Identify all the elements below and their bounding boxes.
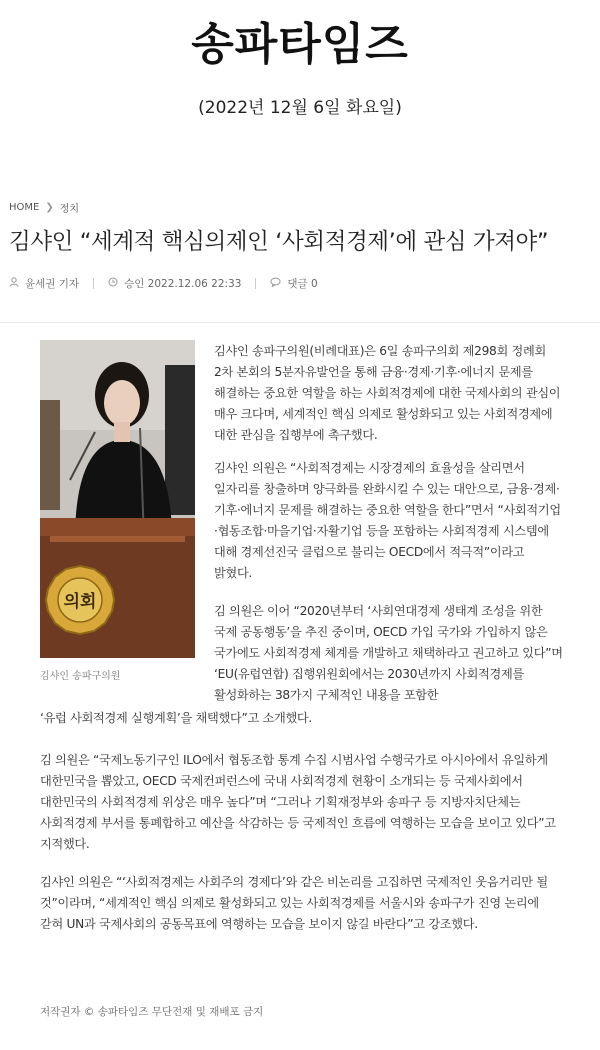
article-paragraph: 김샤인 송파구의원(비례대표)은 6일 송파구의회 제298회 정례회 2차 본회의 5분자유발언을 통해 금융·경제·기후·에너지 문제를 해결하는 중요한 역할을 하는 사회적경제에 대한 국제사회의 관심이 매우 크다며, 세계적인 핵심 의제로 활성화되고 있는 사회적경제에 대한 관심을 집행부에 촉구했다. <box>214 344 561 442</box>
copyright-notice: 저작권자 © 송파타임즈 무단전재 및 재배포 금지 <box>40 1006 264 1018</box>
article-paragraph: ‘유럽 사회적경제 실행계획’을 채택했다”고 소개했다. <box>40 711 312 725</box>
article-paragraph: 김샤인 의원은 “사회적경제는 시장경제의 효율성을 살리면서 일자리를 창출하며 양극화를 완화시킬 수 있는 대안으로, 금융·경제·기후·에너지 문제를 해결하는 중요한 역할을 한다”면서 “사회적기업·협동조합·마을기업·자활기업 등을 포함하는 사회적경제 시스템에 대해 경제선진국 클럽으로 불리는 OECD에서 적극적”이라고 밝혔다. <box>214 461 561 580</box>
speech-bubble-icon <box>270 277 281 290</box>
article-author[interactable]: 윤세권 기자 <box>25 278 80 290</box>
chevron-right-icon: ❯ <box>45 202 54 213</box>
breadcrumb-section[interactable]: 정치 <box>59 204 80 215</box>
meta-divider <box>93 278 94 289</box>
publication-date: (2022년 12월 6일 화요일) <box>198 98 402 118</box>
masthead <box>0 0 600 125</box>
article-photo <box>40 340 195 658</box>
article-paragraph: 김 의원은 “국제노동기구인 ILO에서 협동조합 통계 수집 시범사업 수행국가로 아시아에서 유일하게 대한민국을 뽑았고, OECD 국제컨퍼런스에 국내 사회적경제 현황이 소개되는 등 국제사회에서 대한민국의 사회적경제 위상은 매우 높다”며 “그러나 기획재정부와 송파구 등 지방자치단체는 사회적경제 부서를 통폐합하고 예산을 삭감하는 등 국제적인 흐름에 역행하는 모습을 보이고 있다”고 지적했다. <box>40 753 556 851</box>
article-approved-time: 승인 2022.12.06 22:33 <box>124 278 242 290</box>
photo-caption: 김샤인 송파구의원 <box>40 671 121 682</box>
council-seal-icon <box>46 566 114 634</box>
article-paragraph: 김 의원은 이어 “2020년부터 ‘사회연대경제 생태계 조성을 위한 국제 공동행동’을 추진 중이며, OECD 가입 국가와 가입하지 않은 국가에도 사회적경제 체계를 개발하고 채택하라고 권고하고 있다”며 ‘EU(유럽연합) 집행위원회에서는 2030년까지 사회적경제를 활성화하는 38가지 구체적인 내용을 포함한 <box>214 604 563 702</box>
meta-divider <box>255 278 256 289</box>
content-divider <box>0 322 600 323</box>
article-meta <box>9 276 318 291</box>
person-icon <box>9 277 19 290</box>
newspaper-title: 송파타임즈 <box>191 19 409 70</box>
article-headline: 김샤인 “세계적 핵심의제인 ‘사회적경제’에 관심 가져야” <box>9 229 549 255</box>
svg-text:의회: 의회 <box>63 592 97 612</box>
breadcrumb <box>9 200 79 215</box>
clock-icon <box>108 277 118 290</box>
breadcrumb-home[interactable]: HOME <box>9 202 40 213</box>
councilor-portrait-illustration <box>40 340 195 658</box>
comment-count[interactable]: 댓글 0 <box>287 278 318 290</box>
article-paragraph: 김샤인 의원은 “‘사회적경제는 사회주의 경제다’와 같은 비논리를 고집하면 국제적인 웃음거리만 될 것”이라며, “세계적인 핵심 의제로 활성화되고 있는 사회적경제를 서울시와 송파구가 진영 논리에 갇혀 UN과 국제사회의 공동목표에 역행하는 모습을 보이지 않길 바란다”고 강조했다. <box>40 875 548 931</box>
